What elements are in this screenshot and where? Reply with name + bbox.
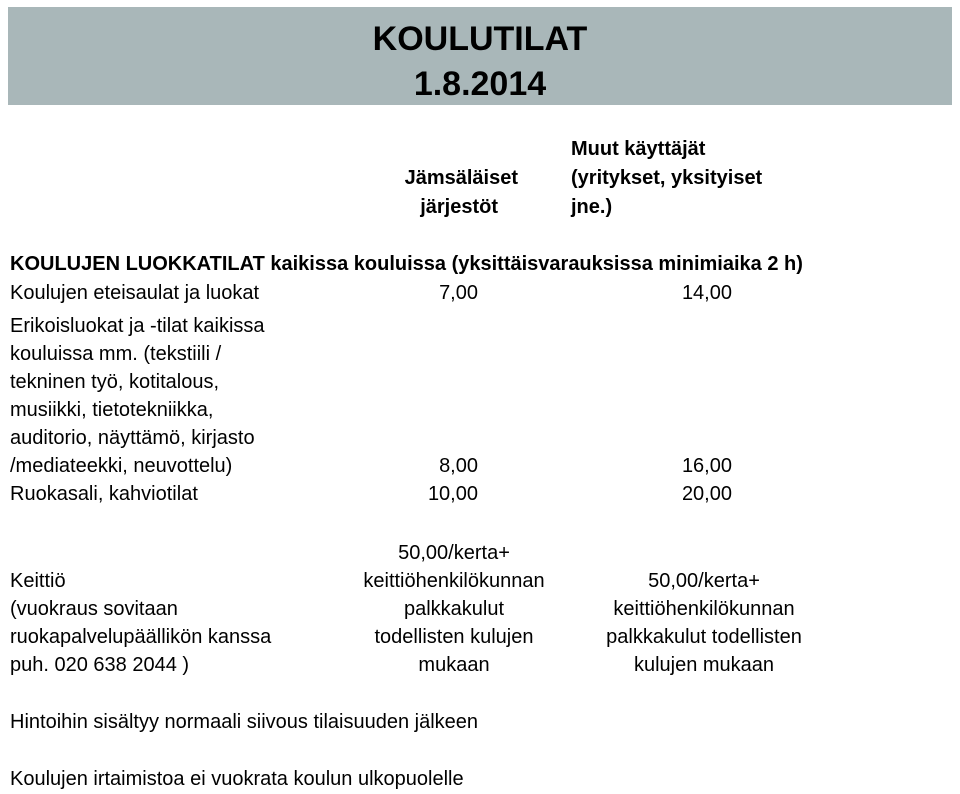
kitchen-price2-4: kulujen mukaan [633,654,775,676]
note-furniture: Koulujen irtaimistoa ei vuokrata koulun ulkopuolelle [10,768,464,790]
kitchen-price1-4: todellisten kulujen [374,626,534,648]
row-price1-ruokasali: 10,00 [427,483,478,505]
row-label-erikoisluokat-1: Erikoisluokat ja -tilat kaikissa [10,315,265,337]
row-label-ruokasali: Ruokasali, kahviotilat [10,483,198,505]
kitchen-price1-1: 50,00/kerta+ [398,542,510,564]
row-price1-aulat: 7,00 [439,282,478,304]
kitchen-price1-3: palkkakulut [403,598,505,620]
row-label-erikoisluokat-3: tekninen työ, kotitalous, [10,371,220,393]
kitchen-price1-2: keittiöhenkilökunnan [363,570,545,592]
kitchen-label-3: ruokapalvelupäällikön kanssa [10,626,272,648]
note-cleaning: Hintoihin sisältyy normaali siivous tilaisuuden jälkeen [10,711,479,733]
kitchen-label-2: (vuokraus sovitaan [10,598,178,620]
row-label-erikoisluokat-2: kouluissa mm. (tekstiili / [10,343,222,365]
row-price2-erikoisluokat: 16,00 [681,455,732,477]
row-label-aulat: Koulujen eteisaulat ja luokat [10,282,260,304]
col-header-muut-line2: (yritykset, yksityiset [571,167,763,189]
row-label-erikoisluokat-4: musiikki, tietotekniikka, [10,399,214,421]
col-header-jamsalaiset-line1: Jämsäläiset [404,167,518,189]
col-header-muut-line3: jne.) [571,196,613,218]
kitchen-label-1: Keittiö [10,570,66,592]
section-heading-bold: KOULUJEN LUOKKATILAT [10,253,265,275]
row-label-erikoisluokat-6: /mediateekki, neuvottelu) [10,455,233,477]
col-header-muut-line1: Muut käyttäjät [571,138,706,160]
kitchen-price2-2: keittiöhenkilökunnan [613,598,795,620]
page-title: KOULUTILAT [372,20,588,58]
kitchen-price1-5: mukaan [418,654,490,676]
section-heading [10,250,803,279]
row-label-erikoisluokat-5: auditorio, näyttämö, kirjasto [10,427,255,449]
kitchen-label-4: puh. 020 638 2044 ) [10,654,190,676]
row-price1-erikoisluokat: 8,00 [439,455,478,477]
col-header-jamsalaiset-line2: järjestöt [420,196,498,218]
row-price2-aulat: 14,00 [681,282,732,304]
kitchen-price2-1: 50,00/kerta+ [648,570,760,592]
section-heading-rest: kaikissa kouluissa (yksittäisvarauksissa minimiaika 2 h) [264,253,803,275]
page-date: 1.8.2014 [413,65,547,103]
row-price2-ruokasali: 20,00 [681,483,732,505]
kitchen-price2-3: palkkakulut todellisten [606,626,802,648]
